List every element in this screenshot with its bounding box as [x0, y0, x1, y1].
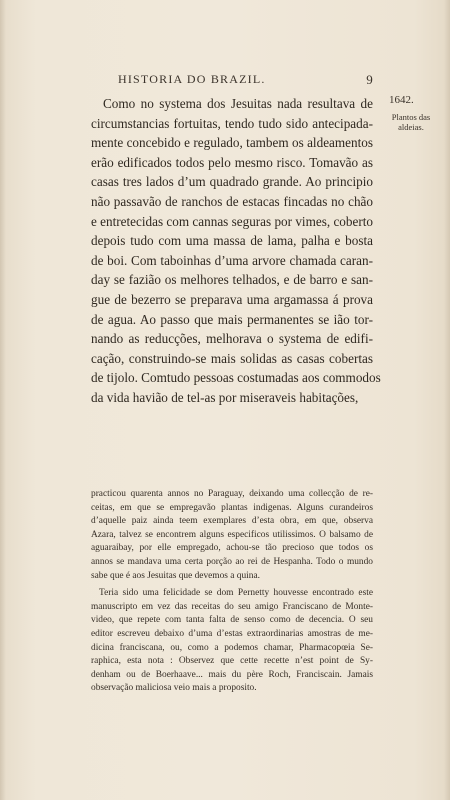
- text-line: circumstancias fortuitas, tendo tudo sido antecipada-: [91, 115, 373, 131]
- footnote-line: practicou quarenta annos no Paraguay, deixando uma collecção de re-: [91, 489, 373, 499]
- text-line: de agua. Ao passo que mais permanentes se ião tor-: [91, 311, 373, 327]
- footnote-paragraph: [91, 488, 373, 583]
- footnote-line: video, que repete com tanta falta de senso como de decencia. O seu: [91, 615, 373, 626]
- footnote-line: raphica, esta nota : Observez que cette recette n’est point de Sy-: [91, 656, 373, 667]
- text-line: Como no systema dos Jesuitas nada resultava de: [103, 96, 373, 111]
- margin-year: 1642.: [389, 94, 414, 106]
- footnote-line: dicina franciscana, ou, como a podemos chamar, Pharmacopœia Se-: [91, 642, 373, 653]
- running-title: HISTORIA DO BRAZIL.: [118, 72, 266, 86]
- text-line: não passavão de ranchos de estacas fincadas no chão: [91, 193, 373, 209]
- footnote-line: ceitas, em que se empregavão plantas indigenas. Alguns curandeiros: [91, 502, 373, 513]
- footnote-line: annos se mandava uma certa porção ao rei de Hespanha. Todo o mundo: [91, 556, 373, 567]
- page-edge-left: [0, 0, 6, 800]
- footnote-line: sabe que é aos Jesuitas que devemos a quina.: [91, 570, 260, 581]
- text-line: de tijolo. Comtudo pessoas costumadas aos commodos: [91, 370, 381, 386]
- footnote-line: denham ou de Boerhaave... mais du père Roch, Franciscain. Jamais: [91, 669, 373, 680]
- text-line: day se fazião os melhores telhados, e de barro e san-: [91, 272, 373, 288]
- text-line: da vida havião de tel-as por miseraveis habitações,: [91, 389, 359, 405]
- text-line: mente concebido e regulado, tambem os aldeamentos: [91, 135, 373, 151]
- footnote-line: manuscripto em vez das receitas do seu amigo Franciscano de Monte-: [91, 601, 373, 612]
- text-line: gue de bezerro se preparava uma argamassa á prova: [91, 291, 373, 307]
- footnote-line: Teria sido uma felicidade se dom Pernetty houvesse encontrado este: [99, 588, 373, 599]
- footnote-line: observação maliciosa veio mais a proposito.: [91, 683, 257, 694]
- text-line: casas tres lados d’um quadrado grande. Ao principio: [91, 174, 373, 190]
- main-text: [91, 94, 381, 408]
- footnote-line: editor escreveu debaixo d’uma d’estas extraordinarias amostras de me-: [91, 628, 373, 639]
- text-line: e entretecidas com cannas seguras por vimes, coberto: [91, 213, 373, 229]
- margin-note-line: aldeias.: [398, 122, 424, 132]
- page-edge-right: [444, 0, 450, 800]
- margin-note: [380, 112, 442, 132]
- margin-note-line: Plantos das: [391, 112, 431, 122]
- text-line: de boi. Com taboinhas d’uma arvore chamada caran-: [91, 252, 373, 268]
- footnotes: [91, 488, 373, 696]
- footnote-line: Azara, talvez se encontrem alguns especificos utilissimos. O balsamo de: [91, 529, 373, 540]
- footnote-line: d’aquelle paiz ainda teem exemplares d’esta obra, em que, observa: [91, 516, 373, 527]
- footnote-paragraph: [91, 587, 373, 696]
- footnote-line: aguaraibay, por elle empregado, achou-se tão precioso que todos os: [91, 543, 373, 554]
- text-line: depois tudo com uma massa de lama, palha e bosta: [91, 233, 373, 249]
- text-line: cação, construindo-se mais solidas as casas cobertas: [91, 350, 373, 366]
- text-line: erão edificados todos pelo mesmo risco. Tomavão as: [91, 154, 373, 170]
- page-number: 9: [366, 72, 374, 87]
- text-line: nando as reducções, melhorava o systema de edifi-: [91, 331, 373, 347]
